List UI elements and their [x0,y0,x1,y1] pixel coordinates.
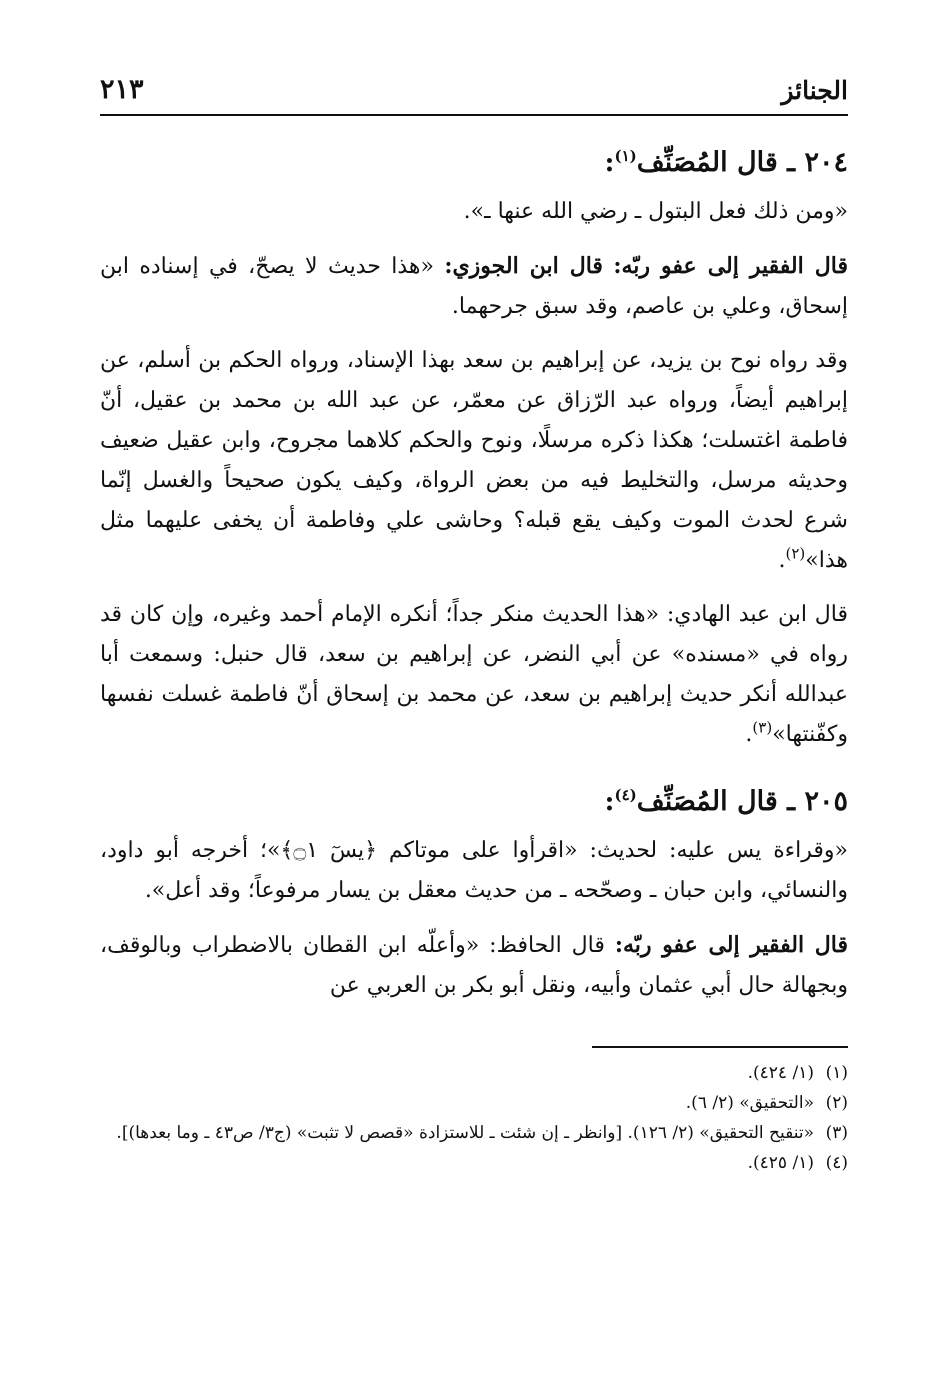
footnote-item [100,1058,848,1088]
footnote-text: «التحقيق» (٢/ ٦). [685,1093,814,1113]
page-number: ٢١٣ [100,74,144,105]
footnote-item [100,1148,848,1178]
section-heading-205: ٢٠٥ ـ قال المُصَنِّف$^{(٤)}$: [604,786,848,817]
commentary-paragraph [100,925,848,1006]
running-header [100,70,848,116]
footnote-text: (١/ ٤٢٥). [747,1153,814,1173]
footnote-ref: (٣) [752,718,773,737]
footnotes [100,1058,848,1178]
section-number: ٢٠٥ [804,786,848,817]
footnote-divider [592,1046,848,1048]
footnote-text: (١/ ٤٢٤). [747,1063,814,1083]
section-heading-204: ٢٠٤ ـ قال المُصَنِّف$^{(١)}$: [604,147,848,178]
commentary-paragraph [100,246,848,327]
commentator-label: قال الفقير إلى عفو ربّه: [613,253,848,279]
footnote-number: (٣) [825,1123,848,1143]
section-title: ـ قال المُصَنِّف [636,147,796,178]
footnote-ref: (٤) [614,786,637,804]
footnote-number: (٢) [825,1093,848,1113]
commentary-text: «هذا حديث لا يصحّ، في إسناده ابن إسحاق، وعلي بن عاصم، وقد سبق جرحهما. [100,254,848,319]
footnote-text: «تنقيح التحقيق» (٢/ ١٢٦). [وانظر ـ إن شئت ـ للاستزادة «قصص لا تثبت» (ج٣/ ص٤٣ ـ وما بعدها)]. [116,1123,814,1143]
footnote-number: (٤) [825,1153,848,1173]
footnote-item [100,1088,848,1118]
footnote-ref: (٢) [785,544,806,563]
footnote-ref: (١) [614,147,637,165]
chapter-title: الجنائز [781,76,848,105]
author-quote: «ومن ذلك فعل البتول ـ رضي الله عنها ـ». [463,199,848,224]
section-number: ٢٠٤ [804,147,848,178]
body-paragraph: وقد رواه نوح بن يزيد، عن إبراهيم بن سعد بهذا الإسناد، ورواه الحكم بن أسلم، عن إبراهيم أيضاً، ورواه عبد الرّزاق عن معمّر، عن عبد الله بن محمد بن عقيل، أنّ فاطمة اغتسلت؛ هكذا ذكره مرسلًا، ونوح والحكم كلاهما مجروح، وابن عقيل ضعيف وحديثه مرسل، والتخليط فيه من بعض الرواة، وكيف يكون صحيحاً والغسل إنّما شرع لحدث الموت وكيف يقع قبله؟ وحاشى علي وفاطمة أن يخفى عليهما مثل هذا»$^{(٢)}$. [100,348,848,573]
commentary-text: قال الحافظ: «وأعلّه ابن القطان بالاضطراب وبالوقف، وبجهالة حال أبي عثمان وأبيه، ونقل أبو بكر بن العربي عن [100,933,848,998]
body-paragraph: قال ابن عبد الهادي: «هذا الحديث منكر جداً؛ أنكره الإمام أحمد وغيره، وإن كان قد رواه في «مسنده» عن أبي النضر، عن إبراهيم بن سعد، قال حنبل: وسمعت أبا عبدالله أنكر حديث إبراهيم بن سعد، عن محمد بن إسحاق أنّ فاطمة غسلت نفسها وكفّنتها»$^{(٣)}$. [100,602,848,747]
footnote-number: (١) [825,1063,848,1083]
author-quote: «وقراءة يس عليه: لحديث: «اقرأوا على موتاكم ﴿يسٓ ۝١﴾»؛ أخرجه أبو داود، والنسائي، وابن حبان ـ وصحّحه ـ من حديث معقل بن يسار مرفوعاً؛ وقد أعل». [100,838,848,903]
footnote-item [100,1118,848,1148]
cited-author-label: قال ابن الجوزي: [444,253,603,279]
section-title: ـ قال المُصَنِّف [636,786,796,817]
book-page [100,70,848,1178]
commentator-label: قال الفقير إلى عفو ربّه: [614,932,848,958]
